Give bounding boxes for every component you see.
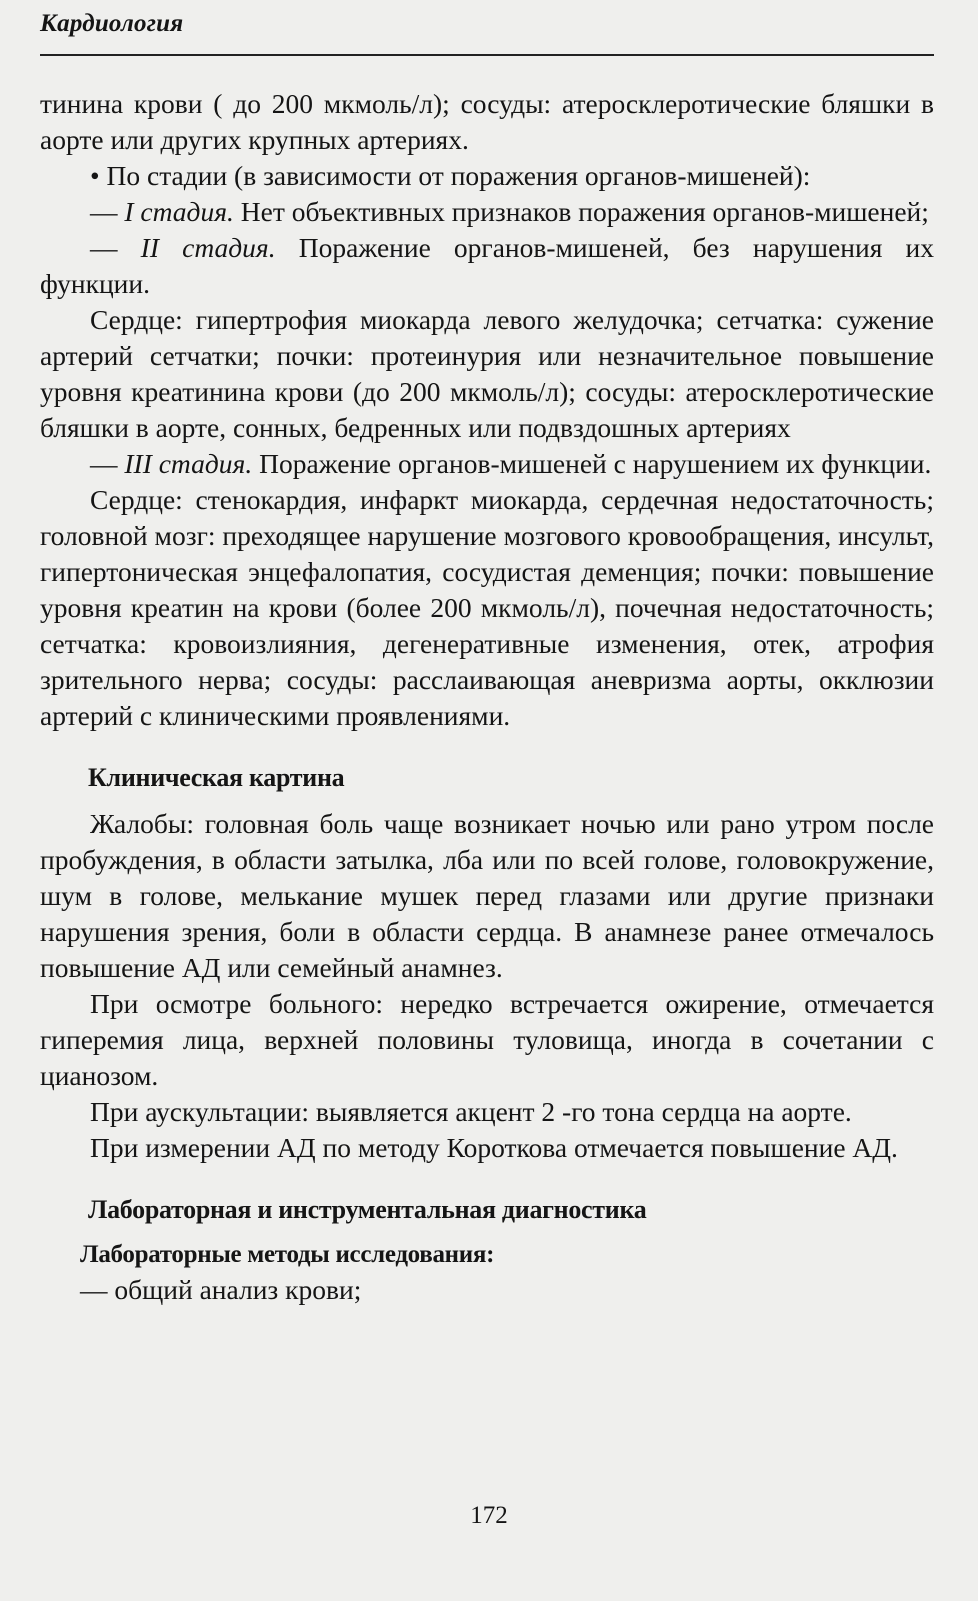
header-rule: [40, 54, 934, 56]
dash: —: [90, 232, 141, 263]
bp-measurement-paragraph: При измерении АД по методу Короткова отмечается повышение АД.: [90, 1132, 898, 1163]
complaints-paragraph: Жалобы: головная боль чаще возникает ночью или рано утром после пробуждения, в области затылка, лба или по всей голове, головокружение, шум в голове, мелькание мушек перед глазами или другие признаки нарушения зрения, боли в области сердца. В анамнезе ранее отмечалось повышение АД или семейный анамнез.: [40, 808, 934, 983]
stage-1-text: Нет объективных признаков поражения органов-мишеней;: [233, 196, 929, 227]
dash: —: [90, 196, 125, 227]
stage-2-paragraph: [40, 230, 934, 302]
section-heading-clinical: Клиническая картина: [88, 763, 345, 792]
stage-intro-bullet: • По стадии (в зависимости от поражения органов-мишеней):: [90, 160, 811, 191]
examination-paragraph: При осмотре больного: нередко встречается ожирение, отмечается гиперемия лица, верхней половины туловища, иногда в сочетании с цианозом.: [40, 988, 934, 1091]
list-item: — общий анализ крови;: [80, 1274, 362, 1305]
stage-3-paragraph: [40, 446, 934, 482]
stage-1-paragraph: [40, 194, 934, 230]
running-title: Кардиология: [40, 10, 184, 37]
stage-2-label: II стадия.: [140, 232, 276, 263]
section-heading-lab: Лабораторная и инструментальная диагностика: [88, 1195, 647, 1224]
auscultation-paragraph: При аускультации: выявляется акцент 2 -го тона сердца на аорте.: [90, 1096, 852, 1127]
stage-2-details: Сердце: гипертрофия миокарда левого желудочка; сетчатка: сужение артерий сетчатки; почки: протеинурия или незначительное повышение уровня креатинина крови (до 200 мкмоль/л); сосуды: атеросклеротические бляшки в аорте, сонных, бедренных или подвздошных артериях: [40, 304, 934, 443]
stage-1-label: I стадия.: [124, 196, 234, 227]
paragraph-continuation: тинина крови ( до 200 мкмоль/л); сосуды: атеросклеротические бляшки в аорте или других крупных артериях.: [40, 88, 934, 155]
subheading-lab-methods: Лабораторные методы исследования:: [80, 1241, 495, 1268]
dash: —: [90, 448, 125, 479]
stage-2-text: Поражение органов-мишеней, без нарушения их функции.: [40, 232, 935, 299]
page-content: [40, 86, 934, 1308]
page-number: 172: [470, 1502, 508, 1529]
stage-3-details: Сердце: стенокардия, инфаркт миокарда, сердечная недостаточность; головной мозг: преходящее нарушение мозгового кровообращения, инсульт, гипертоническая энцефалопатия, сосудистая деменция; почки: повышение уровня креатин на крови (более 200 мкмоль/л), почечная недостаточность; сетчатка: кровоизлияния, дегенеративные изменения, отек, атрофия зрительного нерва; сосуды: расслаивающая аневризма аорты, окклюзии артерий с клиническими проявлениями.: [40, 484, 934, 731]
stage-3-text: Поражение органов-мишеней с нарушением их функции.: [252, 448, 932, 479]
stage-3-label: III стадия.: [124, 448, 253, 479]
